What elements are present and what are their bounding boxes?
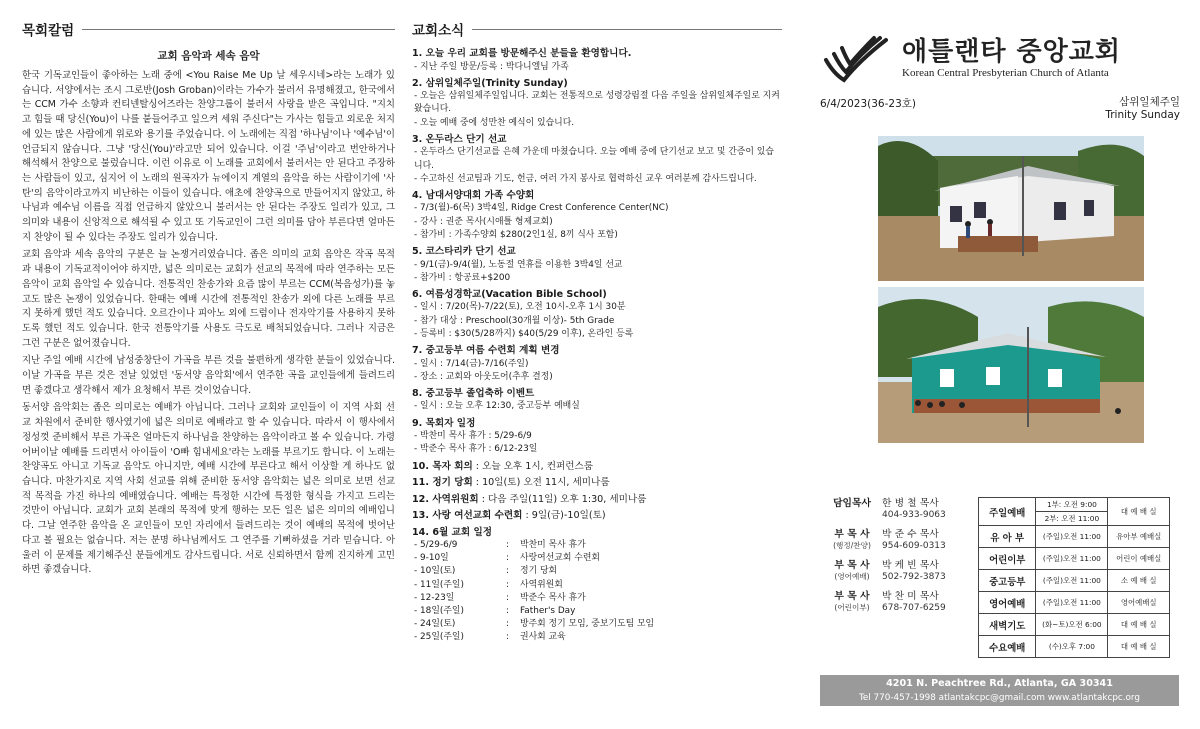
news-item-title <box>412 493 782 507</box>
news-item-title <box>412 417 782 431</box>
schedule-separator: : <box>506 566 509 577</box>
schedule-separator: : <box>506 606 509 617</box>
news-header <box>412 14 782 44</box>
schedule-date: - 9-10일 <box>414 553 449 564</box>
schedule-row <box>412 605 782 618</box>
schedule-separator: : <box>506 619 509 630</box>
bulletin-dateline <box>820 96 1180 122</box>
news-item-line: - 온두라스 단기선교를 은혜 가운데 마쳤습니다. 오늘 예배 중에 단기선교 보고 및 간증이 있습니다. <box>414 147 774 171</box>
service-name: 주일예배 <box>979 498 1036 526</box>
column-paragraph: 한국 기독교인들이 좋아하는 노래 중에 <You Raise Me Up 날 세우시네>라는 노래가 있습니다. 서양에서는 조시 그로반(Josh Groban)이라는 가수가 불러서 유명해졌고, 한국에서는 CCM 가수 소향과 컨티넨탈싱어즈라는 찬양그룹이 불러서 사랑을 받은 곡입니다. "지치고 힘들 때 당신(You)이 나를 붙들어주고 일으켜 세워 주신다"는 가사는 힘들고 외로운 처지에 있는 많은 사람에게 위로와 용기를 주었습니다. 이 노래에는 직접 '하나님'이나 '예수님'이 언급되지 않습니다. 그냥 '당신(You)'라고만 되어 있습니다. 이걸 '주님'이라고 번안하거나 해석해서 찬양으로 불렀습니다. 이런 이유로 이 노래를 교회에서 불러서는 안 된다고 주장하는 사람들이 있고, 심지어 이 노래의 원곡자가 뉴에이지 계열의 음악을 하는 사람이기에 '사탄'의 음악이라고까지 비난하는 이들이 있습니다. 애초에 찬양곡으로 만들어지지 않았고, 하나님과 예수님 이름을 직접 언급하지 않았으니 불러서는 안 된다는 주장도 일리가 있고, 그 의미와 내용이 신앙적으로 해석될 수 있고 또 기독교인이 그런 의미를 담아 부른다면 얼마든지 찬양이 될 수 있다는 주장도 일리가 있습니다. <box>22 70 395 243</box>
news-item-title-text: 13. 사랑 여선교회 수련회 <box>412 510 523 522</box>
service-place: 영어예배실 <box>1108 592 1170 614</box>
sunday-name-english: Trinity Sunday <box>1105 109 1180 121</box>
news-item-line: - 일시 : 7/14(금)-7/16(주일) <box>414 358 529 369</box>
schedule-event: Father's Day <box>520 606 576 617</box>
pastor-role-block <box>828 528 876 552</box>
service-row <box>979 526 1170 548</box>
news-item-line: - 7/3(월)-6(목) 3박4일, Ridge Crest Conference Center(NC) <box>414 203 669 214</box>
news-item-line: - 등록비 : $30(5/28까지) $40(5/29 이후), 온라인 등록 <box>414 328 634 339</box>
pastor-info <box>882 559 946 583</box>
news-item <box>412 476 782 490</box>
news-item <box>412 493 782 507</box>
pastor-info <box>882 590 946 614</box>
service-name: 새벽기도 <box>979 614 1036 636</box>
news-item-line: - 강사 : 권준 목사(시애틀 형제교회) <box>414 216 553 227</box>
schedule-date: - 5/29-6/9 <box>414 540 458 551</box>
news-item-detail: : 오늘 오후 1시, 컨퍼런스룸 <box>472 460 594 472</box>
schedule-event: 방주회 정기 모임, 중보기도팀 모임 <box>520 619 655 630</box>
pastor-name: 박 찬 미 목사 <box>882 591 939 602</box>
news-item-detail: : 9일(금)-10일(토) <box>522 510 606 522</box>
schedule-date: - 25일(주일) <box>414 632 464 643</box>
pastor-role-detail: (어린이부) <box>834 603 870 612</box>
pastor-entry <box>828 528 976 552</box>
schedule-event: 사랑여선교회 수련회 <box>520 553 600 564</box>
schedule-row <box>412 631 782 644</box>
news-item <box>412 344 782 384</box>
service-name: 어린이부 <box>979 548 1036 570</box>
news-item-title <box>412 77 782 91</box>
pastor-entry <box>828 590 976 614</box>
schedule-date: - 12-23일 <box>414 592 455 603</box>
pastor-role-block <box>828 497 876 521</box>
service-time: (수)오후 7:00 <box>1036 636 1108 658</box>
column-paragraph: 지난 주일 예배 시간에 남성중창단이 가곡을 부른 것을 불편하게 생각한 분들이 있었습니다. 이날 가곡을 부른 것은 전날 있었던 '동서양 음악회'에서 연주한 곡을 교인들에게 들려드리면 좋겠다고 생각해서 제가 요청해서 부른 것이었습니다. <box>22 355 395 396</box>
schedule-row <box>412 565 782 578</box>
pastor-role-detail: (행정/찬양) <box>833 541 871 550</box>
schedule-event: 박준수 목사 휴가 <box>520 592 586 603</box>
column-header <box>22 14 395 44</box>
pastor-name: 한 병 철 목사 <box>882 498 939 509</box>
news-item-title-text: 6. 여름성경학교(Vacation Bible School) <box>412 288 607 300</box>
column-paragraph: 동서양 음악회는 좁은 의미로는 예배가 아닙니다. 그러나 교회와 교인들이 이 지역 사회 선교 차원에서 준비한 행사였기에 넓은 의미로 예배라고 할 수 있습니다. 따라서 이 행사에서 정성껏 준비해서 부른 가곡은 얼마든지 하나님을 찬양하는 음악이라고 볼 수 있습니다. 가령 어버이날 예배를 드리면서 아이들이 'O빠 힘내세요'라는 노래를 부르기도 합니다. 이 노래는 찬양곡도 아니고 기독교 음악도 아니지만, 예배 시간에 부른다고 해서 이상할 게 하나도 없습니다. 마찬가지로 지역 사회 선교를 위해 준비한 동서양 음악회는 넓은 의미로 보면 선교적 목적을 가진 하나의 예배였습니다. 예배는 특정한 시간에 특정한 형식을 가지고 드리는 것만이 아닙니다. 교회가 교회 본래의 목적에 맞게 행하는 모든 일은 넓은 의미의 예배입니다. 그날 연주한 음악을 온 교인들이 모인 자리에서 들려드리는 것이 예배의 목적에 벗어난다고 볼 필요는 없습니다. 저는 분명 하나님께서도 그 연주를 기뻐하셨을 거라 믿습니다. 아울러 이 문제를 제기해주신 분들에게도 감사드립니다. 서로 신뢰하면서 함께 진지하게 고민하면 좋겠습니다. <box>22 402 395 576</box>
news-item-title <box>412 460 782 474</box>
service-times-table <box>978 497 1170 658</box>
service-name: 영어예배 <box>979 592 1036 614</box>
news-item-line: - 장소 : 교회와 아웃도어(추후 결정) <box>414 371 553 382</box>
news-item <box>412 133 782 186</box>
service-name: 중고등부 <box>979 570 1036 592</box>
news-heading: 교회소식 <box>412 23 465 39</box>
service-time: (화~토)오전 6:00 <box>1036 614 1108 636</box>
news-item-title-text: 8. 중고등부 졸업축하 이벤트 <box>412 387 535 399</box>
sunday-name-korean: 삼위일체주일 <box>1119 96 1180 108</box>
pastor-phone: 678-707-6259 <box>882 603 946 613</box>
pastor-info <box>882 528 946 552</box>
service-row <box>979 636 1170 658</box>
pastor-role-block <box>828 590 876 614</box>
news-item-line: - 9/1(금)-9/4(월), 노동절 연휴를 이용한 3박4일 선교 <box>414 259 623 270</box>
news-item-detail: : 다음 주일(11일) 오후 1:30, 세미나룸 <box>478 493 647 505</box>
service-place: 어린이 예배실 <box>1108 548 1170 570</box>
church-info <box>820 0 1180 703</box>
news-item-line: - 지난 주일 방문/등록 : 박다니엘님 가족 <box>414 61 569 72</box>
news-item <box>412 387 782 414</box>
schedule-event: 권사회 교육 <box>520 632 566 643</box>
news-item-line: - 박준수 목사 휴가 : 6/12-23일 <box>414 444 538 455</box>
pastor-role: 담임목사 <box>833 498 871 509</box>
news-item-line: - 오늘 예배 중에 성만찬 예식이 있습니다. <box>414 117 575 128</box>
schedule-separator: : <box>506 579 509 590</box>
mission-photo-white-house <box>878 136 1144 281</box>
news-item-line: - 일시 : 오늘 오후 12:30, 중고등부 예배실 <box>414 401 580 412</box>
column-heading: 목회칼럼 <box>22 23 75 39</box>
news-item-title-text: 9. 목회자 일정 <box>412 417 476 429</box>
pastor-role: 부 목 사 <box>834 529 870 540</box>
pastor-list <box>828 497 976 621</box>
schedule-event: 사역위원회 <box>520 579 563 590</box>
schedule-separator: : <box>506 540 509 551</box>
service-place: 소 예 배 실 <box>1108 570 1170 592</box>
news-item <box>412 245 782 285</box>
schedule-separator: : <box>506 592 509 603</box>
service-time: (주일)오전 11:00 <box>1036 570 1108 592</box>
news-item-line: - 수고하신 선교팀과 기도, 헌금, 여러 가지 봉사로 협력하신 교우 여러분께 감사드립니다. <box>414 173 757 184</box>
service-time: 1부: 오전 9:00 <box>1036 498 1108 512</box>
news-item-detail: : 10일(토) 오전 11시, 세미나룸 <box>472 477 610 489</box>
news-item-line: - 참가비 : 항공료+$200 <box>414 272 511 283</box>
news-item <box>412 189 782 242</box>
schedule-event: 정기 당회 <box>520 566 558 577</box>
news-item-title <box>412 526 782 540</box>
service-place: 대 예 배 실 <box>1108 636 1170 658</box>
pastor-entry <box>828 559 976 583</box>
news-item-title <box>412 47 782 61</box>
pastor-info <box>882 497 946 521</box>
news-item-title <box>412 245 782 259</box>
service-place: 대 예 배 실 <box>1108 614 1170 636</box>
news-item-title-text: 2. 삼위일체주일(Trinity Sunday) <box>412 77 568 89</box>
news-header-rule <box>472 29 782 30</box>
news-item-title <box>412 476 782 490</box>
schedule-separator: : <box>506 632 509 643</box>
schedule-event: 박찬미 목사 휴가 <box>520 540 586 551</box>
church-news <box>412 0 782 645</box>
news-item <box>412 417 782 457</box>
news-item-title-text: 5. 코스타리카 단기 선교 <box>412 246 516 258</box>
schedule-date: - 11일(주일) <box>414 579 464 590</box>
column-title: 교회 음악과 세속 음악 <box>157 50 260 62</box>
service-place: 유아부 예배실 <box>1108 526 1170 548</box>
news-item <box>412 526 782 540</box>
pastor-name: 박 준 수 목사 <box>882 529 939 540</box>
news-item-title-text: 11. 정기 당회 <box>412 477 473 489</box>
footer-bar <box>820 675 1179 706</box>
news-item-title <box>412 133 782 147</box>
schedule-date: - 24일(토) <box>414 619 456 630</box>
service-row <box>979 498 1170 512</box>
news-item-title-text: 7. 중고등부 여름 수련회 계획 변경 <box>412 345 560 357</box>
pastor-name: 박 케 빈 목사 <box>882 560 939 571</box>
schedule-row <box>412 539 782 552</box>
schedule-row <box>412 592 782 605</box>
service-time: 2부: 오전 11:00 <box>1036 512 1108 526</box>
pastor-phone: 404-933-9063 <box>882 510 946 520</box>
church-name-korean: 애틀랜타 중앙교회 <box>902 37 1121 67</box>
news-item <box>412 77 782 130</box>
service-row <box>979 592 1170 614</box>
news-item-title <box>412 387 782 401</box>
news-item-title <box>412 509 782 523</box>
news-item <box>412 509 782 523</box>
news-item-title <box>412 288 782 302</box>
church-name-english: Korean Central Presbyterian Church of Atlanta <box>902 67 1109 79</box>
bulletin-date: 6/4/2023(36-23호) <box>820 98 917 110</box>
news-item-line: - 일시 : 7/20(목)-7/22(토), 오전 10시-오후 1시 30분 <box>414 302 626 313</box>
news-item-line: - 참가 대상 : Preschool(30개월 이상)- 5th Grade <box>414 315 615 326</box>
news-item-title-text: 3. 온두라스 단기 선교 <box>412 133 507 145</box>
pastor-role-detail: (영어예배) <box>834 572 870 581</box>
footer-address: 4201 N. Peachtree Rd., Atlanta, GA 30341 <box>886 678 1113 689</box>
news-item-title-text: 10. 목자 회의 <box>412 460 473 472</box>
pastor-phone: 954-609-0313 <box>882 541 946 551</box>
news-item-title-text: 1. 오늘 우리 교회를 방문해주신 분들을 환영합니다. <box>412 48 632 59</box>
service-name: 수요예배 <box>979 636 1036 658</box>
schedule-separator: : <box>506 553 509 564</box>
service-row <box>979 570 1170 592</box>
news-item-line: - 오늘은 삼위일체주일입니다. 교회는 전통적으로 성령강림절 다음 주일을 삼위일체주일로 지켜왔습니다. <box>414 91 780 115</box>
service-name: 유 아 부 <box>979 526 1036 548</box>
news-item-line: - 박찬미 목사 휴가 : 5/29-6/9 <box>414 431 532 442</box>
column-header-rule <box>82 29 395 30</box>
column-paragraph: 교회 음악과 세속 음악의 구분은 늘 논쟁거리였습니다. 좁은 의미의 교회 음악은 작곡 목적과 내용이 기독교적이어야 하지만, 넓은 의미로는 교회가 선교의 목적에 따라 연주하는 모든 음악이 교회 음악일 수 있습니다. 전통적인 찬송가와 요즘 많이 부르는 CCM(복음성가)를 놓고도 많은 논쟁이 있었습니다. 한때는 예배 시간에 전통적인 찬송가 외에 다른 노래를 부르지 못하게 했던 적도 있습니다. 오르간이나 피아노 외에 드럼이나 전자악기를 사용하지 못하도록 했던 적도 있습니다. 한국 전통악기를 사용도 극도로 배척되었습니다. 그러나 지금은 그런 구분은 없어졌습니다. <box>22 249 395 349</box>
schedule-date: - 10일(토) <box>414 566 456 577</box>
church-logo <box>820 28 1180 88</box>
service-place: 대 예 배 실 <box>1108 498 1170 526</box>
pastor-role-block <box>828 559 876 583</box>
hands-logo-icon <box>820 30 892 86</box>
news-item <box>412 47 782 74</box>
mission-photo-teal-house <box>878 287 1144 443</box>
news-item-title-text: 4. 남대서양대회 가족 수양회 <box>412 189 535 201</box>
footer-contact: Tel 770-457-1998 atlantakcpc@gmail.com www.atlantakcpc.org <box>859 693 1140 703</box>
pastor-role: 부 목 사 <box>834 591 870 602</box>
news-list <box>412 47 782 539</box>
june-schedule <box>412 539 782 645</box>
news-item-title <box>412 344 782 358</box>
news-item <box>412 460 782 474</box>
pastoral-column <box>22 0 395 581</box>
news-item-title <box>412 189 782 203</box>
news-item-title-text: 14. 6월 교회 일정 <box>412 526 493 538</box>
schedule-row <box>412 552 782 565</box>
service-time: (주일)오전 11:00 <box>1036 526 1108 548</box>
service-row <box>979 548 1170 570</box>
service-time: (주일)오전 11:00 <box>1036 548 1108 570</box>
pastor-phone: 502-792-3873 <box>882 572 946 582</box>
service-row <box>979 614 1170 636</box>
service-time: (주일)오전 11:00 <box>1036 592 1108 614</box>
news-item <box>412 288 782 341</box>
schedule-row <box>412 579 782 592</box>
schedule-date: - 18일(주일) <box>414 606 464 617</box>
pastor-role: 부 목 사 <box>834 560 870 571</box>
news-item-title-text: 12. 사역위원회 <box>412 493 479 505</box>
schedule-row <box>412 618 782 631</box>
pastor-entry <box>828 497 976 521</box>
news-item-line: - 참가비 : 가족수양회 $280(2인1실, 8끼 식사 포함) <box>414 229 618 240</box>
